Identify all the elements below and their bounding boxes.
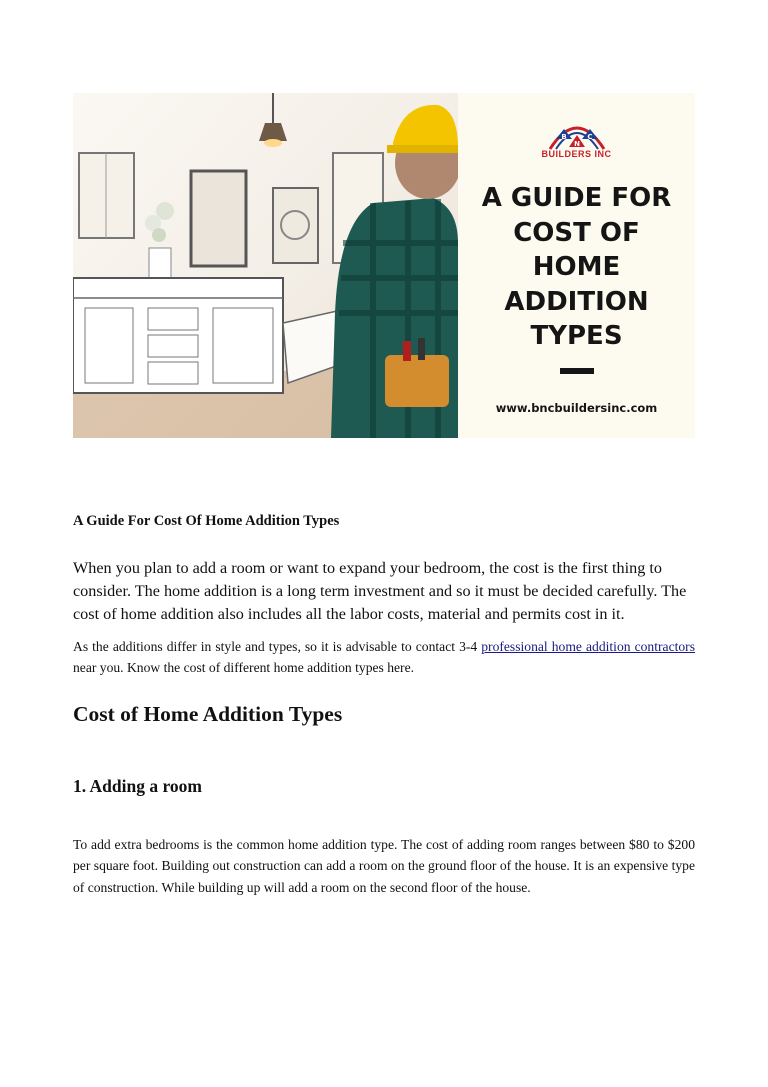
promo-title: A GUIDE FOR COST OF HOME ADDITION TYPES [481,183,672,351]
bathroom-sketch-illustration [73,93,458,438]
logo-letter-c: C [587,133,593,141]
article-subtitle: A Guide For Cost Of Home Addition Types [73,513,340,529]
note-text-after: near you. Know the cost of different home addition types here. [73,660,415,675]
section-title: Cost of Home Addition Types [73,702,343,726]
contractor-note-paragraph [73,636,695,678]
note-text-before: As the additions differ in style and types, so it is advisable to contact 3-4 [73,639,482,654]
logo-letter-n: N [574,140,580,148]
adding-room-paragraph: To add extra bedrooms is the common home addition type. The cost of adding room ranges between $80 to $200 per square foot. Building out construction can add a room on the ground floor of the house. It is an expensive type of construction. While building up will add a room on the second floor of the house. [73,837,695,895]
intro-paragraph: When you plan to add a room or want to expand your bedroom, the cost is the first thing to consider. The home addition is a long term investment and so it must be decided carefully. The cost of home addition also includes all the labor costs, material and permits cost in it. [73,559,687,623]
contractors-link[interactable]: professional home addition contractors [481,639,695,654]
promo-panel [458,93,695,438]
website-url: www.bncbuildersinc.com [495,401,658,415]
brand-name: BUILDERS INC [541,149,612,159]
title-divider [560,368,594,374]
contractor-bathroom-photo [73,93,458,438]
subsection-title: 1. Adding a room [73,776,203,796]
cover-banner [73,93,695,438]
logo-letter-b: B [561,133,567,141]
